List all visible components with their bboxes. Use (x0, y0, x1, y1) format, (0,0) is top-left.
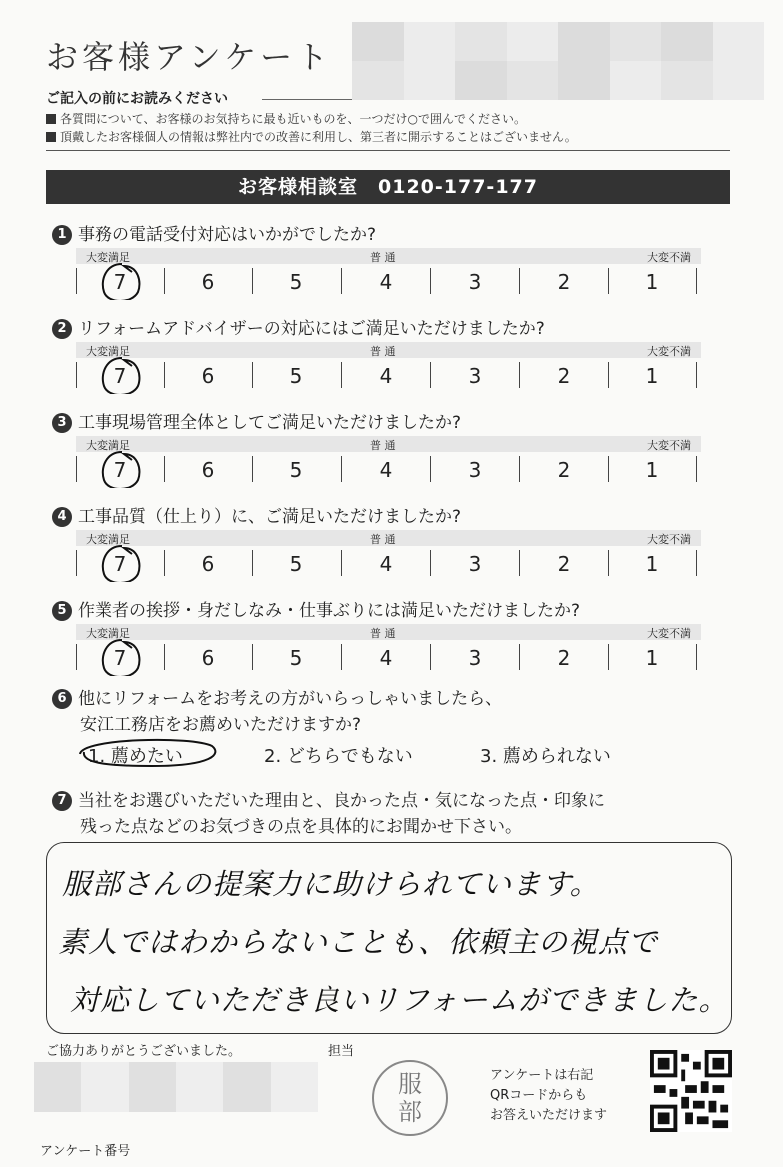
question-text: 工事品質（仕上り）に、ご満足いただけましたか? (78, 507, 462, 527)
scale-divider (430, 362, 431, 388)
scale-divider (608, 644, 609, 670)
question-text: 事務の電話受付対応はいかがでしたか? (78, 225, 377, 245)
scale-label-very-dissatisfied: 大変不満 (647, 251, 691, 264)
qr-instructions: アンケートは右記 QRコードからも お答えいただけます (490, 1068, 608, 1123)
square-bullet-icon (46, 132, 56, 142)
rating-option-5[interactable]: 5 (289, 646, 303, 670)
question-number-badge: 3 (52, 413, 72, 433)
redacted-area (352, 22, 764, 100)
rating-scale (76, 342, 701, 402)
rating-option-2[interactable]: 2 (557, 552, 571, 576)
scale-divider (164, 550, 165, 576)
scale-divider (252, 550, 253, 576)
question-text: 工事現場管理全体としてご満足いただけましたか? (78, 413, 462, 433)
rating-option-5[interactable]: 5 (289, 458, 303, 482)
scale-divider (164, 644, 165, 670)
question-text: リフォームアドバイザーの対応にはご満足いただけましたか? (78, 319, 545, 339)
question-number-badge: 5 (52, 601, 72, 621)
selection-circle (72, 732, 222, 772)
rating-option-1[interactable]: 1 (645, 458, 659, 482)
rating-option-6[interactable]: 6 (201, 270, 215, 294)
rating-option-1[interactable]: 1 (645, 552, 659, 576)
scale-divider (696, 362, 697, 388)
scale-divider (76, 550, 77, 576)
question-4 (52, 502, 461, 527)
thanks-text: ご協力ありがとうございました。 (46, 1044, 242, 1059)
divider (46, 150, 730, 151)
qr-code-icon[interactable] (650, 1050, 732, 1132)
question-2 (52, 314, 545, 339)
scale-label-very-dissatisfied: 大変不満 (647, 345, 691, 358)
rating-option-7[interactable]: 7 (113, 646, 127, 670)
scale-divider (164, 362, 165, 388)
survey-title: お客様アンケート (46, 38, 333, 76)
rating-option-6[interactable]: 6 (201, 646, 215, 670)
read-first-heading: ご記入の前にお読みください (46, 91, 228, 107)
staff-label: 担当 (328, 1044, 355, 1059)
rating-option-3[interactable]: 3 (468, 458, 482, 482)
rating-option-1[interactable]: 1 (645, 270, 659, 294)
selection-circle (98, 636, 144, 676)
rating-option-7[interactable]: 7 (113, 270, 127, 294)
scale-divider (341, 362, 342, 388)
scale-divider (519, 644, 520, 670)
question-6 (52, 684, 502, 709)
scale-label-neutral: 普 通 (370, 439, 396, 452)
scale-divider (608, 268, 609, 294)
scale-divider (696, 268, 697, 294)
q6-option-2[interactable]: 2. どちらでもない (264, 746, 413, 767)
question-text: 作業者の挨拶・身だしなみ・仕事ぶりには満足いただけましたか? (78, 601, 581, 621)
question-7 (52, 786, 605, 811)
rating-option-3[interactable]: 3 (468, 364, 482, 388)
question-1 (52, 220, 376, 245)
rating-option-5[interactable]: 5 (289, 552, 303, 576)
selection-circle (98, 354, 144, 394)
scale-divider (252, 456, 253, 482)
rating-option-7[interactable]: 7 (113, 552, 127, 576)
question-number-badge: 6 (52, 689, 72, 709)
scale-divider (696, 456, 697, 482)
staff-seal-stamp: 服 部 (372, 1060, 448, 1136)
question-7-line2: 残った点などのお気づきの点を具体的にお聞かせ下さい。 (80, 817, 522, 837)
divider (262, 99, 352, 100)
scale-divider (430, 268, 431, 294)
scale-label-very-satisfied: 大変満足 (86, 345, 130, 358)
scale-divider (608, 456, 609, 482)
scale-label-very-dissatisfied: 大変不満 (647, 627, 691, 640)
rating-scale (76, 248, 701, 308)
rating-option-1[interactable]: 1 (645, 364, 659, 388)
scale-divider (252, 268, 253, 294)
question-5 (52, 596, 580, 621)
scale-divider (252, 644, 253, 670)
scale-divider (519, 362, 520, 388)
scale-divider (76, 362, 77, 388)
scale-divider (696, 550, 697, 576)
rating-option-3[interactable]: 3 (468, 646, 482, 670)
selection-circle (98, 260, 144, 300)
scale-divider (696, 644, 697, 670)
rating-scale (76, 436, 701, 496)
handwritten-comment-line: 服部さんの提案力に助けられています。 (62, 867, 600, 901)
scale-label-neutral: 普 通 (370, 345, 396, 358)
rating-option-4[interactable]: 4 (379, 270, 393, 294)
scale-divider (608, 550, 609, 576)
scale-divider (430, 644, 431, 670)
scale-label-very-dissatisfied: 大変不満 (647, 439, 691, 452)
customer-service-banner: お客様相談室 0120-177-177 (46, 170, 730, 204)
rating-option-4[interactable]: 4 (379, 458, 393, 482)
rating-option-6[interactable]: 6 (201, 552, 215, 576)
q6-option-1[interactable]: 1. 薦めたい (88, 746, 183, 767)
rating-option-4[interactable]: 4 (379, 646, 393, 670)
question-number-badge: 2 (52, 319, 72, 339)
q6-option-3[interactable]: 3. 薦められない (480, 746, 611, 767)
scale-divider (164, 456, 165, 482)
scale-divider (341, 550, 342, 576)
scale-label-very-satisfied: 大変満足 (86, 627, 130, 640)
selection-circle (98, 542, 144, 582)
question-text: 当社をお選びいただいた理由と、良かった点・気になった点・印象に (78, 791, 605, 811)
scale-label-neutral: 普 通 (370, 533, 396, 546)
rating-option-5[interactable]: 5 (289, 364, 303, 388)
rating-scale (76, 624, 701, 684)
rating-option-7[interactable]: 7 (113, 364, 127, 388)
privacy-note: 頂戴したお客様個人の情報は弊社内での改善に利用し、第三者に開示することはございません。 (46, 128, 577, 145)
rating-option-2[interactable]: 2 (557, 364, 571, 388)
survey-number-label: アンケート番号 (40, 1144, 131, 1159)
selection-circle (98, 448, 144, 488)
question-number-badge: 1 (52, 225, 72, 245)
question-text: 他にリフォームをお考えの方がいらっしゃいましたら、 (78, 689, 503, 709)
question-6-line2: 安江工務店をお薦めいただけますか? (80, 715, 362, 735)
rating-option-5[interactable]: 5 (289, 270, 303, 294)
scale-divider (76, 268, 77, 294)
scale-divider (519, 550, 520, 576)
scale-divider (341, 644, 342, 670)
square-bullet-icon (46, 114, 56, 124)
scale-divider (76, 644, 77, 670)
rating-option-6[interactable]: 6 (201, 458, 215, 482)
scale-divider (252, 362, 253, 388)
scale-divider (341, 456, 342, 482)
scale-divider (608, 362, 609, 388)
rating-option-4[interactable]: 4 (379, 552, 393, 576)
scale-divider (430, 550, 431, 576)
rating-option-7[interactable]: 7 (113, 458, 127, 482)
question-number-badge: 4 (52, 507, 72, 527)
scale-label-very-satisfied: 大変満足 (86, 533, 130, 546)
scale-label-very-satisfied: 大変満足 (86, 439, 130, 452)
scale-label-neutral: 普 通 (370, 251, 396, 264)
scale-divider (519, 268, 520, 294)
instruction-note: 各質問について、お客様のお気持ちに最も近いものを、一つだけ○で囲んでください。 (46, 110, 526, 127)
handwritten-comment-line: 対応していただき良いリフォームができました。 (70, 983, 729, 1017)
scale-divider (519, 456, 520, 482)
redacted-area (34, 1062, 318, 1112)
scale-label-very-satisfied: 大変満足 (86, 251, 130, 264)
rating-option-6[interactable]: 6 (201, 364, 215, 388)
scale-label-very-dissatisfied: 大変不満 (647, 533, 691, 546)
rating-scale (76, 530, 701, 590)
handwritten-comment-line: 素人ではわからないことも、依頼主の視点で (58, 925, 659, 959)
scale-divider (76, 456, 77, 482)
scale-divider (341, 268, 342, 294)
scale-divider (164, 268, 165, 294)
rating-option-3[interactable]: 3 (468, 552, 482, 576)
rating-option-4[interactable]: 4 (379, 364, 393, 388)
rating-option-2[interactable]: 2 (557, 458, 571, 482)
rating-option-2[interactable]: 2 (557, 646, 571, 670)
scale-divider (430, 456, 431, 482)
question-3 (52, 408, 461, 433)
scale-label-neutral: 普 通 (370, 627, 396, 640)
rating-option-3[interactable]: 3 (468, 270, 482, 294)
rating-option-2[interactable]: 2 (557, 270, 571, 294)
rating-option-1[interactable]: 1 (645, 646, 659, 670)
question-number-badge: 7 (52, 791, 72, 811)
